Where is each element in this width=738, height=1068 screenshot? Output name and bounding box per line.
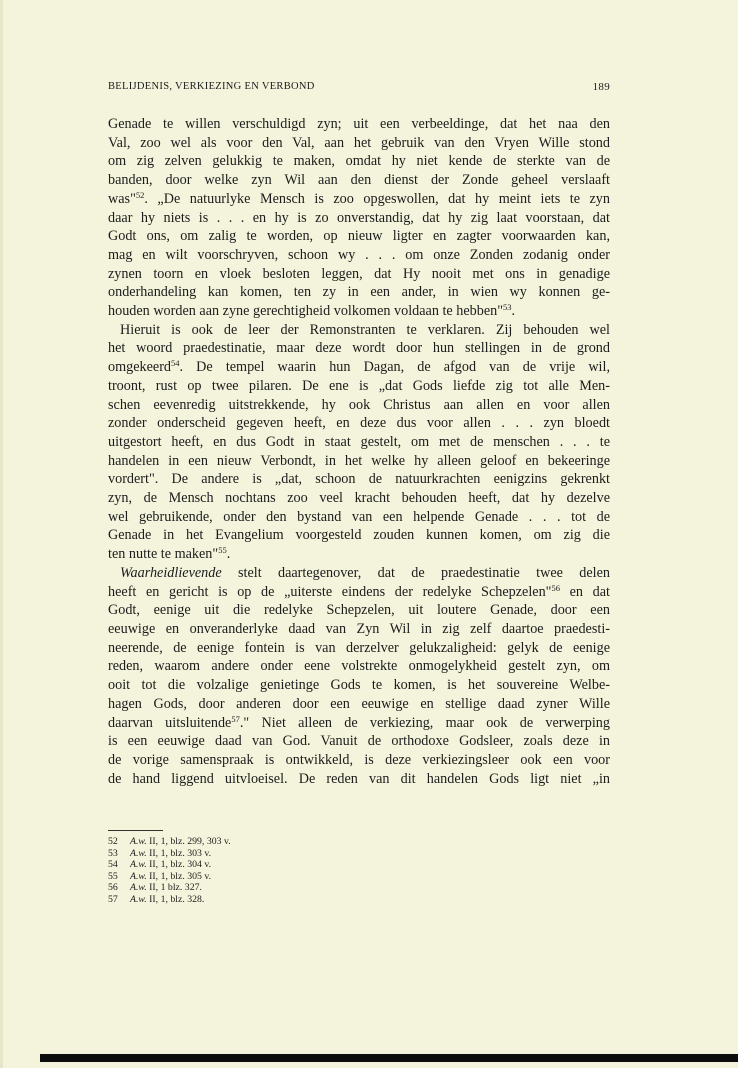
footnote-ref-text: II, 1, blz. 304 v. xyxy=(146,859,212,871)
text-line: banden, door welke zyn Wil aan den dienst der Zonde geheel verslaaft xyxy=(108,172,610,189)
footnote-source: A.w. xyxy=(130,870,147,882)
text-line: hagen Gods, door anderen door een eeuwige en stellige daad zyner Wille xyxy=(108,695,610,712)
footnote-number: 54 xyxy=(108,859,118,871)
text-line: Genade in het Evangelium voorgesteld zouden kunnen komen, om zig die xyxy=(108,527,610,544)
footnote-57 xyxy=(108,894,408,906)
text-line: Genade te willen verschuldigd zyn; uit een verbeeldinge, dat het naa den xyxy=(108,116,610,132)
text-run: . „De natuurlyke Mensch is zoo opgeswollen, dat hy meint iets te zyn xyxy=(144,190,610,207)
footnote-text xyxy=(130,836,231,848)
italic-term: Waarheidlievende xyxy=(120,564,222,581)
text-line: handelen in een nieuw Verbondt, in het welke hy alleen geloof en bekeeringe xyxy=(108,452,610,469)
footnote-ref: 57 xyxy=(231,713,240,724)
text-line xyxy=(108,545,610,564)
footnote-ref-text: II, 1, blz. 305 v. xyxy=(146,870,212,882)
footnote-text xyxy=(130,859,211,871)
text-line: wel gebruikende, onder den bystand van een helpende Genade . . . tot de xyxy=(108,508,610,525)
footnote-ref: 55 xyxy=(218,545,227,556)
text-line xyxy=(108,583,610,602)
footnote-52 xyxy=(108,836,408,848)
text-line: om zig zelven gelukkig te maken, omdat hy niet kende de sterkte van de xyxy=(108,153,610,170)
text-line: uitgestort heeft, en dus Godt in staat gestelt, om met de menschen . . . te xyxy=(108,433,610,450)
footnote-source: A.w. xyxy=(130,847,147,859)
text-line: de hand liggend uitvloeisel. De reden van dit handelen Gods ligt niet „in xyxy=(108,770,610,787)
text-line: zyn, de Mensch nochtans zoo veel kracht behouden heeft, dat hy dezelve xyxy=(108,490,610,507)
text-line: vordert". De andere is „dat, schoon de natuurkrachten eenigzins gekrenkt xyxy=(108,471,610,488)
footnotes xyxy=(108,836,408,906)
text-line: is een eeuwige daad van God. Vanuit de orthodoxe Godsleer, zoals deze in xyxy=(108,733,610,750)
text-line: neerende, de eenige fontein is van derzelver gelukzaligheid: gelyk de eenige xyxy=(108,639,610,656)
text-line xyxy=(108,302,610,321)
text-line xyxy=(108,564,610,583)
text-line: Val, zoo wel als voor den Val, aan het gebruik van den Vryen Wille stond xyxy=(108,134,610,151)
footnote-number: 52 xyxy=(108,836,118,847)
footnote-divider xyxy=(108,830,163,831)
text-line: Godt, eenige uit die redelyke Schepzelen, uit loutere Genade, door een xyxy=(108,602,610,619)
footnote-ref-text: II, 1 blz. 327. xyxy=(146,882,202,894)
footnote-number: 53 xyxy=(108,847,118,859)
text-line: Hieruit is ook de leer der Remonstranten te verklaren. Zij behouden wel xyxy=(120,321,610,338)
text-run: . xyxy=(226,546,231,563)
footnote-ref: 54 xyxy=(171,358,180,369)
footnote-text xyxy=(130,882,202,894)
text-line: de vorige samenspraak is ontwikkeld, is deze verkiezingsleer ook een voor xyxy=(108,751,610,768)
text-line: eeuwige en onveranderlyke daad van Zyn Wil in zig zelf daartoe praedesti- xyxy=(108,620,610,637)
footnote-text xyxy=(130,894,204,906)
paragraph-1 xyxy=(108,115,610,321)
text-line: onderhandeling kan komen, ten zy in een ander, in wien wy konnen ge- xyxy=(108,284,610,301)
footnote-53 xyxy=(108,848,408,860)
text-run: . xyxy=(511,303,516,320)
footnote-text xyxy=(130,848,211,860)
text-line: daar hy niets is . . . en hy is zo onverstandig, dat hy zig laat voorstaan, dat xyxy=(108,209,610,226)
text-line: het woord praedestinatie, maar deze wordt door hun stellingen in de grond xyxy=(108,340,610,357)
footnote-ref: 56 xyxy=(551,582,560,593)
footnote-ref-text: II, 1, blz. 303 v. xyxy=(146,847,212,859)
text-run: ten nutte te maken" xyxy=(108,546,219,563)
page-bottom-border xyxy=(40,1054,738,1062)
page-number: 189 xyxy=(592,81,610,93)
text-run: en dat xyxy=(559,583,610,600)
text-line xyxy=(108,358,610,377)
text-line: ooit tot die volzalige genietinge Gods te komen, is het souvereine Welbe- xyxy=(108,677,610,694)
text-line: zonder onderscheid gegeven heeft, en deze dus voor allen . . . zyn bloedt xyxy=(108,415,610,432)
footnote-54 xyxy=(108,859,408,871)
running-title: BELIJDENIS, VERKIEZING EN VERBOND xyxy=(108,81,315,92)
body-text xyxy=(108,115,610,788)
footnote-text xyxy=(130,871,211,883)
text-run: heeft en gericht is op de „uiterste eindens der redelyke Schepzelen" xyxy=(108,583,552,600)
footnote-number: 55 xyxy=(108,870,118,882)
text-line: mag en wilt voorschryven, schoon wy . . . om onze Zonden zodanig onder xyxy=(108,246,610,263)
footnote-55 xyxy=(108,871,408,883)
text-run: stelt daartegenover, dat de praedestinatie twee delen xyxy=(221,564,610,581)
footnote-number: 56 xyxy=(108,882,118,894)
footnote-source: A.w. xyxy=(130,893,147,905)
text-run: omgekeerd xyxy=(108,359,172,376)
page-edge xyxy=(0,0,3,1068)
text-line: Godt ons, om zalig te worden, op nieuw ligter en zagter voorwaarden kan, xyxy=(108,228,610,245)
footnote-ref-text: II, 1, blz. 299, 303 v. xyxy=(146,836,231,847)
footnote-ref: 52 xyxy=(135,189,145,200)
paragraph-3 xyxy=(108,564,610,788)
text-line xyxy=(108,714,610,733)
footnote-source: A.w. xyxy=(130,882,147,894)
text-run: . De tempel waarin hun Dagan, de afgod van de vrije wil, xyxy=(179,359,610,376)
text-run: daarvan uitsluitende xyxy=(108,714,232,731)
text-line: schen eevenredig uitstrekkende, hy ook Christus aan allen en voor allen xyxy=(108,396,610,413)
footnote-source: A.w. xyxy=(130,836,147,847)
text-line: troont, rust op twee pilaren. De ene is „dat Gods liefde zig tot alle Men- xyxy=(108,377,610,394)
paragraph-2 xyxy=(108,321,610,564)
text-line xyxy=(108,190,610,209)
running-header xyxy=(108,81,610,99)
text-run: houden worden aan zyne gerechtigheid volkomen voldaan te hebben" xyxy=(108,303,504,320)
footnote-ref: 53 xyxy=(503,302,512,313)
text-run: was" xyxy=(108,190,136,207)
footnote-number: 57 xyxy=(108,893,118,905)
footnote-56 xyxy=(108,882,408,894)
text-line: reden, waarom andere onder eene volstrekte onmogelykheid gestelt zyn, om xyxy=(108,658,610,675)
footnote-ref-text: II, 1, blz. 328. xyxy=(146,893,205,905)
footnote-source: A.w. xyxy=(130,859,147,871)
text-run: ." Niet alleen de verkiezing, maar ook de verwerping xyxy=(239,714,610,731)
text-line: zynen toorn en vloek besloten leggen, dat Hy nooit met ons in genadige xyxy=(108,265,610,282)
